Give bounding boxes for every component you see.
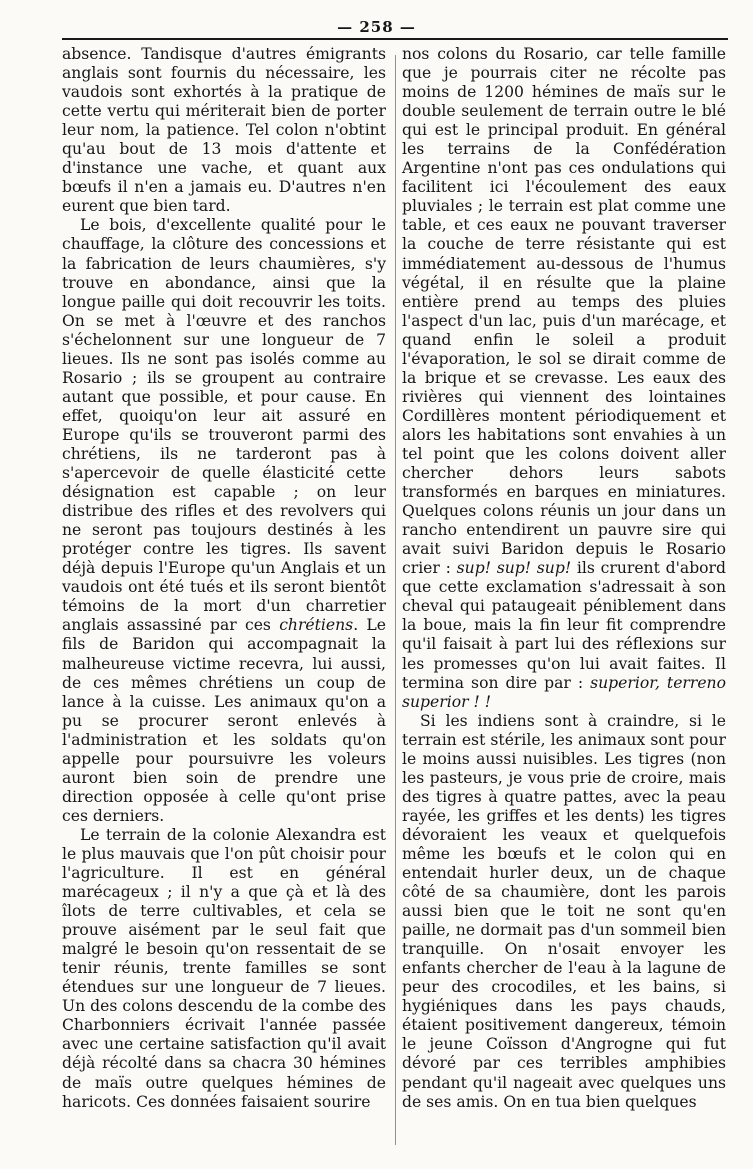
- right-paragraph-1-head: nos colons du Rosario, car telle famille que je pourrais citer ne récolte pas moins de 1200 hémines de maïs sur le double seulement de terrain outre le blé qui est le principal produit. En général les terrains de la Confédération Argentine n'ont pas ces ondulations qui facilitent ici l'écoulement des eaux pluviales ; le terrain est plat comme une table, et ces eaux ne pouvant traverser la couche de terre résistante qui est immédiatement au-dessous de l'humus végétal, il en résulte que la plaine entière prend au temps des pluies l'aspect d'un lac, puis d'un marécage, et quand enfin le soleil a produit l'évaporation, le sol se dirait comme de la brique et se crevasse. Les eaux des rivières qui viennent des lointaines Cordillères montent périodiquement et alors les habitations sont envahies à un tel point que les colons doivent aller chercher dehors leurs sabots transformés en barques en miniatures. Quelques colons réunis un jour dans un rancho entendirent un pauvre sire qui avait suivi Baridon depuis le Rosario crier :: [402, 45, 726, 578]
- left-paragraph-2-text: Le bois, d'excellente qualité pour le chauffage, la clôture des concessions et la fabrication de leurs chaumières, s'y trouve en abondance, ainsi que la longue paille qui doit recouvrir les toits. On se met à l'œuvre et des ranchos s'échelonnent sur une longueur de 7 lieues. Ils ne sont pas isolés comme au Rosario ; ils se groupent au contraire autant que possible, et pour cause. En effet, quoiqu'on leur ait assuré en Europe qu'ils se trouveront parmi des chrétiens, ils ne tarderont pas à s'apercevoir de quelle élasticité cette désignation est capable ; on leur distribue des rifles et des revolvers qui ne seront pas toujours destinés à les protéger contre les tigres. Ils savent déjà depuis l'Europe qu'un Anglais et un vaudois ont été tués et ils seront bientôt témoins de la mort d'un charretier anglais assassiné par ces: [62, 216, 386, 635]
- left-column: [62, 45, 386, 1112]
- left-paragraph-2-italic: chrétiens: [279, 616, 354, 635]
- page-number: — 258 —: [337, 18, 416, 36]
- right-paragraph-2: Si les indiens sont à craindre, si le terrain est stérile, les animaux sont pour le moins aussi nuisibles. Les tigres (non les pasteurs, je vous prie de croire, mais des tigres à quatre pattes, avec la peau rayée, les griffes et les dents) les tigres dévoraient les veaux et quelquefois même les bœufs et le colon qui en entendait hurler deux, un de chaque côté de sa chaumière, dont les parois aussi bien que le toit ne sont qu'en paille, ne dormait pas d'un sommeil bien tranquille. On n'osait envoyer les enfants chercher de l'eau à la lagune de peur des crocodiles, et les bains, si hygiéniques dans les pays chauds, étaient positivement dangereux, témoin le jeune Coïsson d'Angrogne qui fut dévoré par ces terribles amphibies pendant qu'il nageait avec quelques uns de ses amis. On en tua bien quelques: [402, 711, 726, 1111]
- right-column: [402, 45, 726, 1112]
- right-paragraph-1-mid: ils crurent d'abord que cette exclamation s'adressait à son cheval qui pataugeait péniblement dans la boue, mais la fin leur fit comprendre qu'il faisait à part lui des réflexions sur les promesses qu'on lui avait faites. Il termina son dire par :: [402, 559, 726, 692]
- right-paragraph-1-italic-2: superior, terreno superior ! !: [402, 673, 726, 711]
- right-paragraph-1-italic-1: sup! sup! sup!: [456, 559, 572, 578]
- column-divider: [395, 55, 396, 1145]
- right-paragraph-1: [402, 45, 726, 712]
- left-paragraph-2-tail: . Le fils de Baridon qui accompagnait la malheureuse victime recevra, lui aussi, de ces mêmes chrétiens un coup de lance à la cuisse. Les animaux qu'on a pu se procurer seront enlevés à l'administration et les soldats qu'on appelle pour poursuivre les voleurs auront bien soin de prendre une direction opposée à celle qu'ont prise ces derniers.: [62, 616, 387, 825]
- left-paragraph-1: absence. Tandisque d'autres émigrants anglais sont fournis du nécessaire, les vaudois sont exhortés à la pratique de cette vertu qui mériterait bien de porter leur nom, la patience. Tel colon n'obtint qu'au bout de 13 mois d'attente et d'instance une vache, et quant aux bœufs il n'en a jamais eu. D'autres n'en eurent que bien tard.: [62, 45, 386, 216]
- left-paragraph-3: Le terrain de la colonie Alexandra est le plus mauvais que l'on pût choisir pour l'agriculture. Il est en général marécageux ; il n'y a que çà et là des îlots de terre cultivables, et cela se prouve aisément par le seul fait que malgré le besoin qu'on ressentait de se tenir réunis, trente familles se sont étendues sur une longueur de 7 lieues. Un des colons descendu de la combe des Charbonniers écrivait l'année passée avec une certaine satisfaction qu'il avait déjà récolté dans sa chacra 30 hémines de maïs outre quelques hémines de haricots. Ces données faisaient sourire: [62, 825, 386, 1111]
- left-paragraph-2: [62, 216, 386, 826]
- header-rule: [62, 38, 728, 40]
